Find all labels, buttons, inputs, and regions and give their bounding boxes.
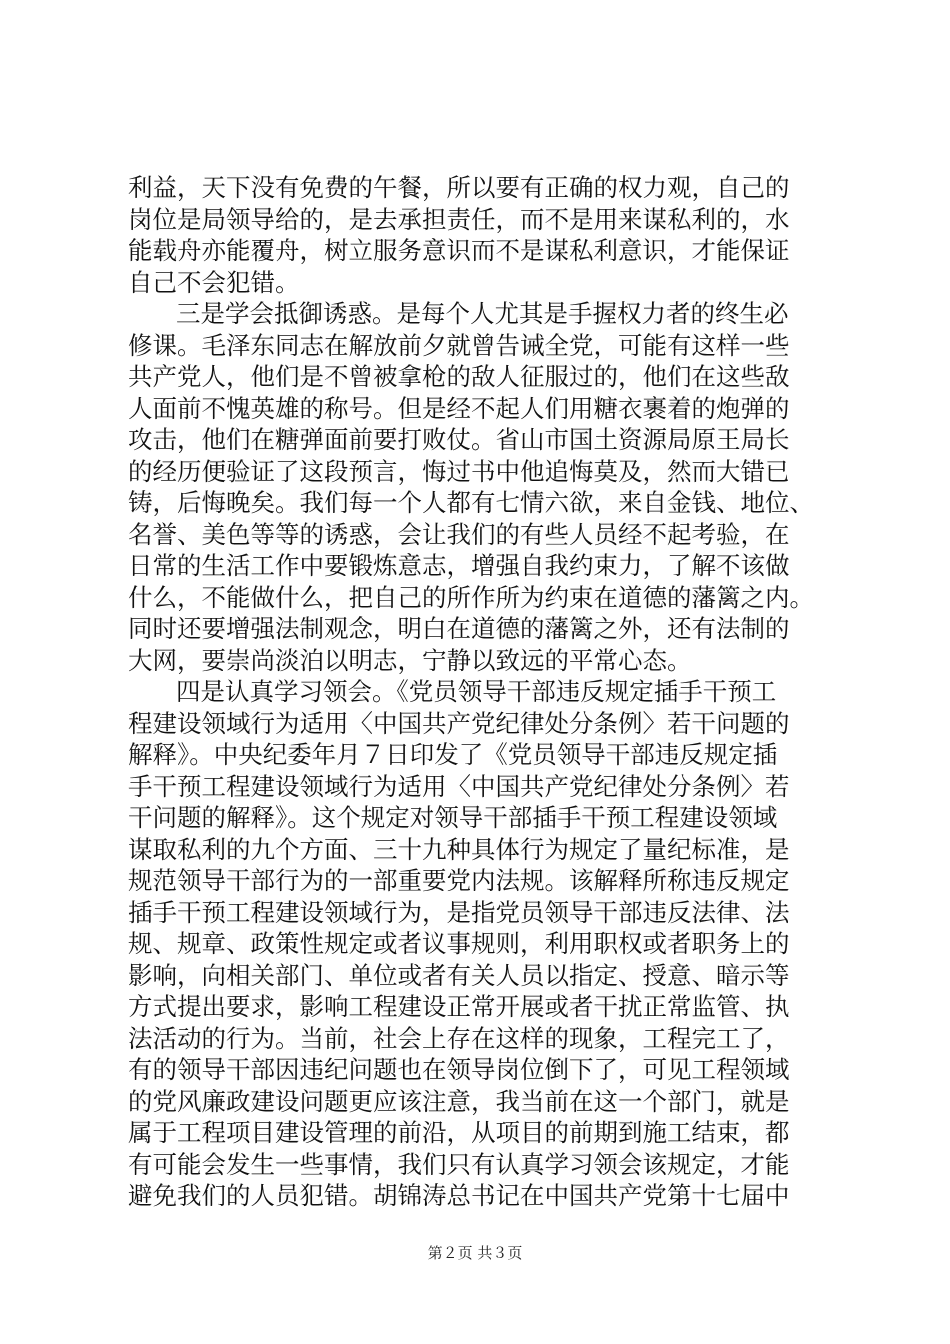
text-line: 干问题的解释》。这个规定对领导干部插手干预工程建设领域 [128, 803, 778, 832]
page-footer: 第２页 共３页 [427, 1244, 523, 1262]
text-line: 程建设领域行为适用〈中国共产党纪律处分条例〉若干问题的 [128, 708, 790, 738]
text-line: 日常的生活工作中要锻炼意志，增强自我约束力，了解不该做 [128, 551, 790, 580]
text-line: 利益，天下没有免费的午餐，所以要有正确的权力观，自己的 [128, 173, 790, 202]
text-line: 共产党人，他们是不曾被拿枪的敌人征服过的，他们在这些敌 [128, 362, 790, 391]
text-line: 规、规章、政策性规定或者议事规则，利用职权或者职务上的 [128, 929, 790, 958]
text-line: 规范领导干部行为的一部重要党内法规。该解释所称违反规定 [128, 866, 790, 895]
text-line: 手干预工程建设领域行为适用〈中国共产党纪律处分条例〉若 [128, 771, 790, 801]
text-line: 铸，后悔晚矣。我们每一个人都有七情六欲，来自金钱、地位、 [128, 488, 814, 517]
text-line: 插手干预工程建设领域行为，是指党员领导干部违反法律、法 [128, 897, 790, 927]
text-line: 攻击，他们在糖弹面前要打败仗。省山市国土资源局原王局长 [128, 425, 790, 454]
text-line: 什么，不能做什么，把自己的所作所为约束在道德的藩篱之内。 [128, 582, 814, 612]
paragraph-first-line: 三是学会抵御诱惑。是每个人尤其是手握权力者的终生必 [176, 299, 789, 328]
text-line: 有可能会发生一些事情，我们只有认真学习领会该规定，才能 [128, 1149, 790, 1179]
text-line: 解释》。中央纪委年月７日印发了《党员领导干部违反规定插 [128, 740, 778, 769]
text-line: 属于工程项目建设管理的前沿，从项目的前期到施工结束，都 [128, 1118, 790, 1147]
text-line: 的党风廉政建设问题更应该注意，我当前在这一个部门，就是 [128, 1086, 790, 1116]
text-line: 的经历便验证了这段预言，悔过书中他追悔莫及，然而大错已 [128, 456, 790, 486]
text-line: 同时还要增强法制观念，明白在道德的藩篱之外，还有法制的 [128, 614, 790, 643]
text-line: 自己不会犯错。 [128, 267, 300, 297]
text-line: 人面前不愧英雄的称号。但是经不起人们用糖衣裹着的炮弹的 [128, 393, 790, 423]
text-line: 修课。毛泽东同志在解放前夕就曾告诫全党，可能有这样一些 [128, 330, 790, 360]
text-line: 名誉、美色等等的诱惑，会让我们的有些人员经不起考验，在 [128, 519, 790, 549]
text-line: 谋取私利的九个方面、三十九种具体行为规定了量纪标准，是 [128, 834, 790, 864]
text-line: 法活动的行为。当前，社会上存在这样的现象，工程完工了， [128, 1023, 790, 1053]
text-line: 岗位是局领导给的，是去承担责任，而不是用来谋私利的，水 [128, 204, 790, 234]
text-line: 能载舟亦能覆舟，树立服务意识而不是谋私利意识，才能保证 [128, 236, 790, 265]
text-line: 避免我们的人员犯错。胡锦涛总书记在中国共产党第十七届中 [128, 1181, 790, 1210]
document-body [128, 172, 838, 1212]
text-line: 有的领导干部因违纪问题也在领导岗位倒下了，可见工程领域 [128, 1055, 790, 1084]
text-line: 大网，要崇尚淡泊以明志，宁静以致远的平常心态。 [128, 645, 692, 675]
paragraph-first-line: 四是认真学习领会。《党员领导干部违反规定插手干预工 [176, 677, 777, 706]
text-line: 方式提出要求，影响工程建设正常开展或者干扰正常监管、执 [128, 992, 790, 1021]
text-line: 影响，向相关部门、单位或者有关人员以指定、授意、暗示等 [128, 960, 790, 990]
